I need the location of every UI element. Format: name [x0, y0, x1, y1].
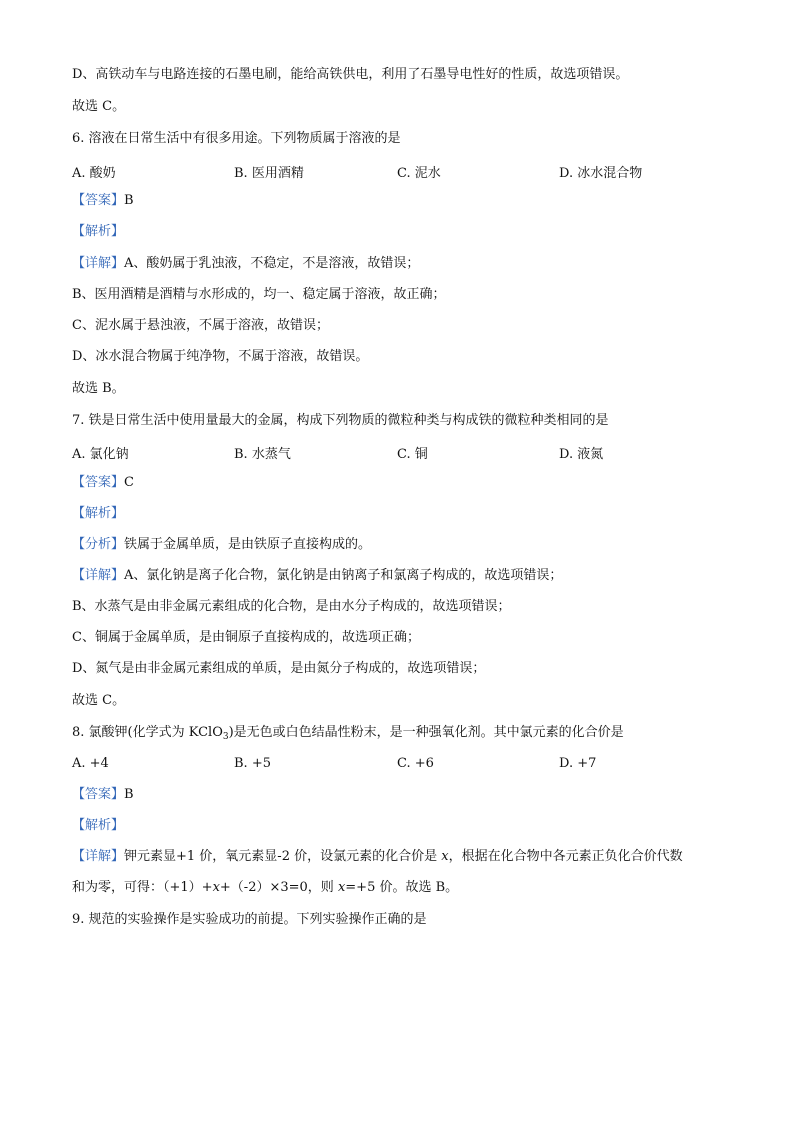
q7-explanation-d: D、氮气是由非金属元素组成的单质，是由氮分子构成的，故选项错误； — [72, 661, 486, 676]
q8-option-b: B. +5 — [234, 756, 271, 771]
q6-analysis-line — [72, 223, 124, 241]
q8-variable-x: x — [441, 849, 449, 864]
q6-detail-text: A、酸奶属于乳浊液，不稳定，不是溶液，故错误； — [124, 256, 420, 271]
q7-fenxi-line — [72, 536, 371, 554]
q8-stem-post: )是无色或白色结晶性粉末，是一种强氧化剂。其中氯元素的化合价是 — [228, 725, 624, 740]
q8-variable-x: x — [337, 880, 346, 895]
answer-tag: 【答案】 — [72, 475, 125, 490]
q6-answer-value: B — [124, 193, 134, 208]
q6-option-d: D. 冰水混合物 — [559, 166, 643, 181]
q8-stem-subscript: 3 — [222, 732, 229, 742]
q9-stem: 9. 规范的实验操作是实验成功的前提。下列实验操作正确的是 — [72, 912, 427, 927]
q8-option-c: C. +6 — [397, 756, 434, 771]
q6-explanation-c: C、泥水属于悬浊液，不属于溶液，故错误； — [72, 318, 329, 333]
q7-answer-line — [72, 474, 134, 492]
q6-explanation-d: D、冰水混合物属于纯净物，不属于溶液，故错误。 — [72, 349, 369, 364]
q5-choose-line: 故选 C。 — [72, 99, 126, 114]
q6-detail-line — [72, 255, 419, 273]
q7-option-a: A. 氯化钠 — [72, 447, 129, 462]
answer-tag: 【答案】 — [72, 193, 125, 208]
q8-detail-line-2 — [72, 879, 458, 897]
q6-option-b: B. 医用酒精 — [234, 166, 304, 181]
q7-option-b: B. 水蒸气 — [234, 447, 291, 462]
q8-answer-value: B — [124, 787, 134, 802]
q7-stem: 7. 铁是日常生活中使用量最大的金属，构成下列物质的微粒种类与构成铁的微粒种类相同的是 — [72, 413, 609, 428]
q6-answer-line — [72, 192, 134, 210]
q8-option-d: D. +7 — [559, 756, 597, 771]
q7-fenxi-text: 铁属于金属单质，是由铁原子直接构成的。 — [124, 537, 372, 552]
q6-explanation-b: B、医用酒精是酒精与水形成的，均一、稳定属于溶液，故正确； — [72, 287, 446, 302]
q7-answer-value: C — [124, 475, 134, 490]
q7-analysis-line — [72, 505, 124, 523]
analysis-tag: 【解析】 — [72, 224, 125, 239]
q7-detail-line — [72, 567, 562, 585]
q8-answer-line — [72, 786, 134, 804]
q7-choose-line: 故选 C。 — [72, 693, 126, 708]
q7-option-c: C. 铜 — [397, 447, 428, 462]
q8-line2-post: =+5 价。故选 B。 — [345, 880, 459, 895]
analysis-tag: 【解析】 — [72, 818, 125, 833]
q6-choose-line: 故选 B。 — [72, 381, 125, 396]
q8-detail-line — [72, 848, 683, 866]
q8-stem-pre: 8. 氯酸钾(化学式为 KClO — [72, 725, 223, 740]
q7-explanation-c: C、铜属于金属单质，是由铜原子直接构成的，故选项正确； — [72, 630, 420, 645]
q8-variable-x: x — [212, 880, 220, 895]
q8-line2-pre: 和为零，可得：（+1）+ — [72, 880, 213, 895]
q8-analysis-line — [72, 817, 124, 835]
q6-option-c: C. 泥水 — [397, 166, 441, 181]
q6-option-a: A. 酸奶 — [72, 166, 116, 181]
q8-option-a: A. +4 — [72, 756, 109, 771]
detail-tag: 【详解】 — [72, 849, 125, 864]
detail-tag: 【详解】 — [72, 568, 125, 583]
q7-explanation-b: B、水蒸气是由非金属元素组成的化合物，是由水分子构成的，故选项错误； — [72, 599, 511, 614]
q8-detail-post: ，根据在化合物中各元素正负化合价代数 — [448, 849, 683, 864]
q8-stem — [72, 724, 624, 742]
q5-option-d-explanation: D、高铁动车与电路连接的石墨电刷，能给高铁供电，利用了石墨导电性好的性质，故选项错误。 — [72, 67, 629, 82]
q8-line2-mid: +（-2）×3=0，则 — [219, 880, 338, 895]
q7-detail-text: A、氯化钠是离子化合物，氯化钠是由钠离子和氯离子构成的，故选项错误； — [124, 568, 563, 583]
detail-tag: 【详解】 — [72, 256, 125, 271]
analysis-tag: 【解析】 — [72, 506, 125, 521]
q8-detail-pre: 钾元素显+1 价，氧元素显-2 价，设氯元素的化合价是 — [124, 849, 442, 864]
q6-stem: 6. 溶液在日常生活中有很多用途。下列物质属于溶液的是 — [72, 131, 401, 146]
answer-tag: 【答案】 — [72, 787, 125, 802]
q7-option-d: D. 液氮 — [559, 447, 604, 462]
fenxi-tag: 【分析】 — [72, 537, 125, 552]
